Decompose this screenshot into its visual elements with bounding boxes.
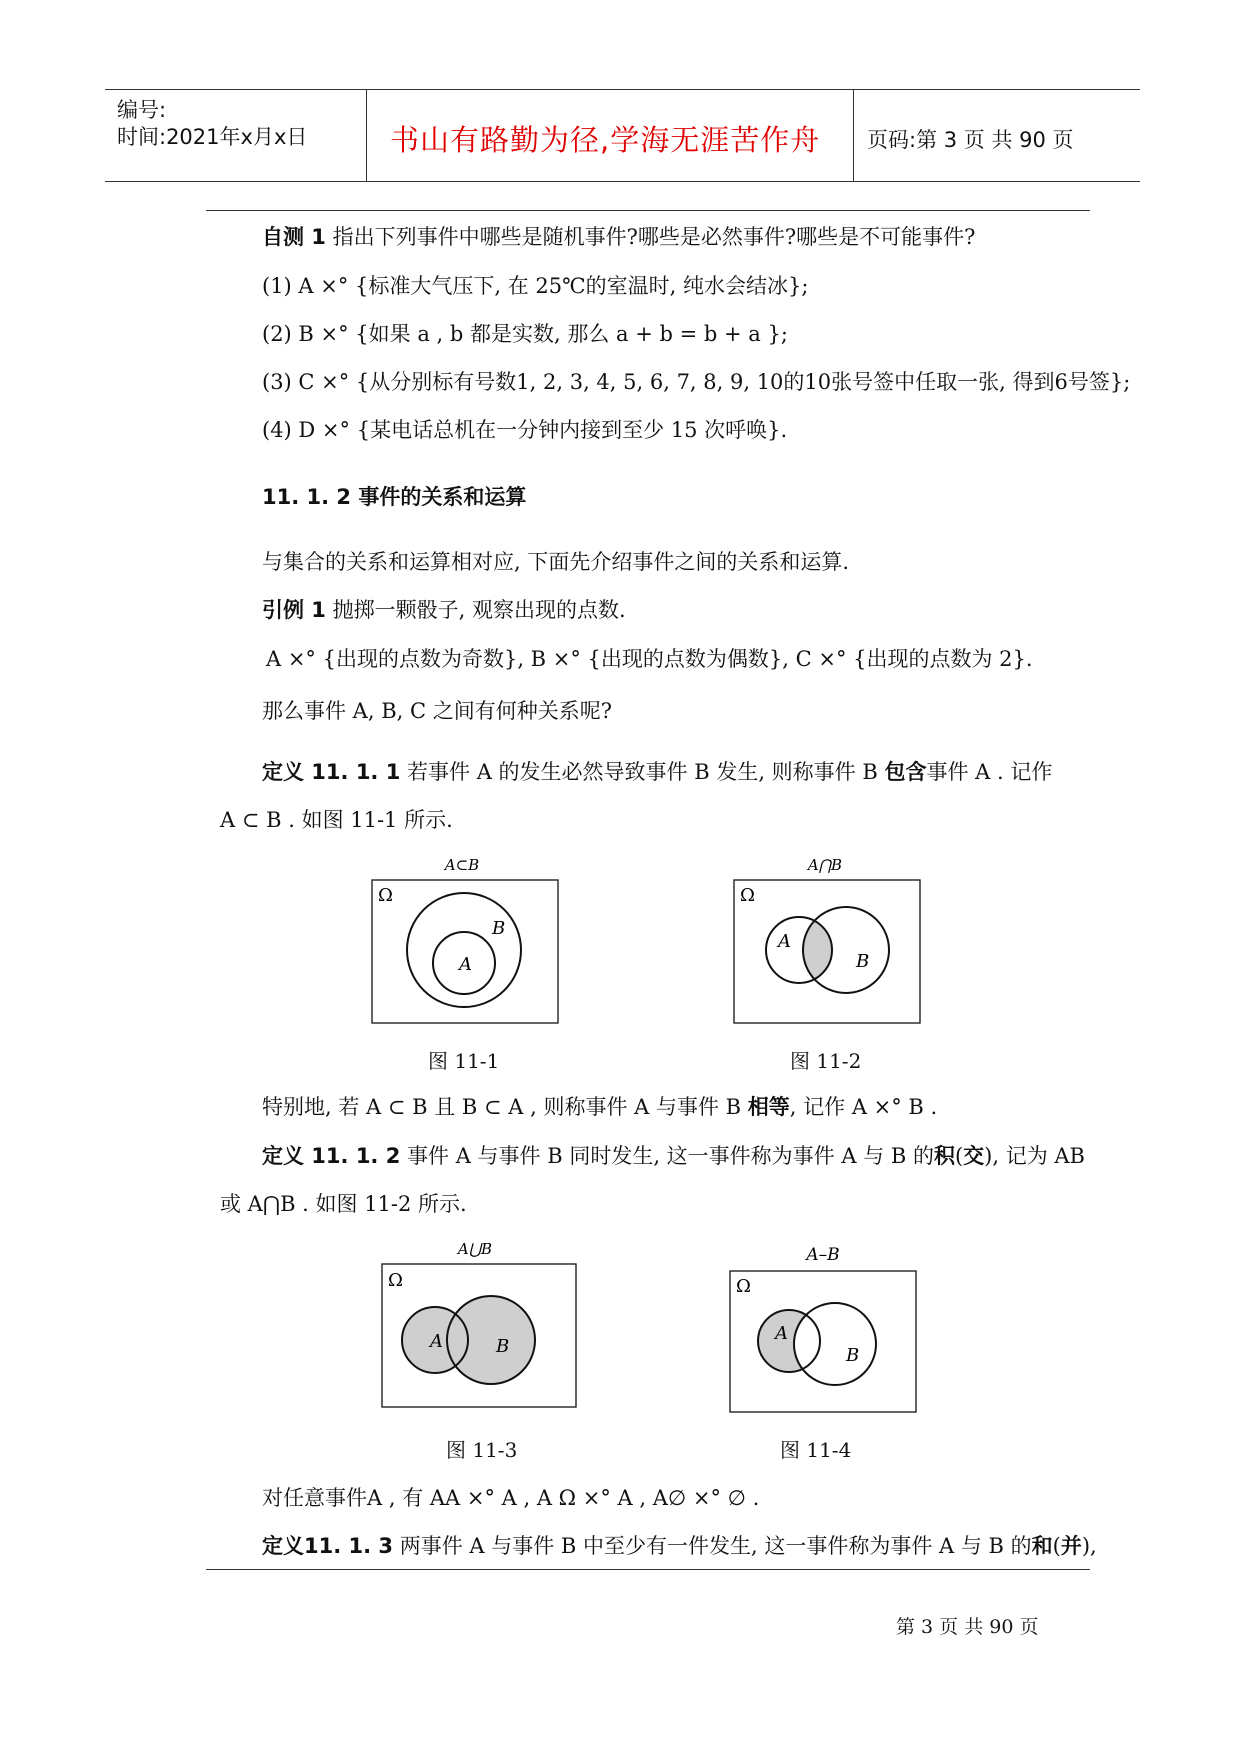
item-1: (1) A ×° {标准大气压下, 在 25℃的室温时, 纯水会结冰};: [262, 274, 809, 298]
fig2-label-b: B: [856, 951, 870, 972]
serial-label: 编号:: [117, 98, 167, 122]
equality-line: [262, 1093, 937, 1121]
self-test-line: [262, 223, 975, 251]
equal-text-a: 特别地, 若 A ⊂ B 且 B ⊂ A , 则称事件 A 与事件 B: [262, 1095, 748, 1119]
fig2-omega: Ω: [740, 885, 755, 906]
example-line: [262, 596, 626, 624]
def3-label: 定义11. 1. 3: [262, 1534, 394, 1558]
def3-text-b: (: [1052, 1534, 1061, 1558]
def3-text-c: ),: [1081, 1534, 1097, 1558]
item-3: (3) C ×° {从分别标有号数1, 2, 3, 4, 5, 6, 7, 8, 9, 10的10张号签中任取一张, 得到6号签};: [262, 370, 1131, 394]
question-line: 那么事件 A, B, C 之间有何种关系呢?: [262, 699, 612, 723]
fig3-omega: Ω: [388, 1270, 403, 1291]
equal-text-b: , 记作 A ×° B .: [789, 1095, 938, 1119]
fig3-label-b: B: [496, 1336, 510, 1357]
item-2: (2) B ×° {如果 a , b 都是实数, 那么 a + b = b + a };: [262, 322, 788, 346]
fig1-omega: Ω: [378, 885, 393, 906]
section-title: 11. 1. 2 事件的关系和运算: [262, 485, 527, 509]
content-top-rule: [206, 210, 1090, 211]
def3-text-a: 两事件 A 与事件 B 中至少有一件发生, 这一事件称为事件 A 与 B 的: [393, 1534, 1032, 1558]
definition-3: [262, 1532, 1097, 1560]
fig3-label-a: A: [430, 1331, 443, 1352]
def1-bold: 包含: [884, 760, 927, 784]
content-bottom-rule: [206, 1569, 1090, 1570]
def2-bold2: 交: [963, 1144, 985, 1168]
item-4: (4) D ×° {某电话总机在一分钟内接到至少 15 次呼唤}.: [262, 418, 788, 442]
example-text: 抛掷一颗骰子, 观察出现的点数.: [325, 598, 626, 622]
header-divider-left: [366, 89, 367, 181]
example-label: 引例 1: [262, 598, 326, 622]
fig2-title: A⋂B: [807, 856, 843, 874]
fig4-title: A–B: [806, 1245, 840, 1265]
header-top-rule: [105, 89, 1140, 90]
def2-text-b: (: [954, 1144, 964, 1168]
definition-2-cont: 或 A⋂B . 如图 11-2 所示.: [220, 1192, 467, 1216]
def2-text-a: 事件 A 与事件 B 同时发生, 这一事件称为事件 A 与 B 的: [400, 1144, 934, 1168]
def3-bold2: 并: [1060, 1534, 1082, 1558]
fig4-label-a: A: [775, 1323, 788, 1344]
fig1-label-b: B: [492, 918, 506, 939]
figure-1: [360, 850, 580, 1030]
def1-text-b: 事件 A . 记作: [926, 760, 1053, 784]
def2-label: 定义 11. 1. 2: [262, 1144, 401, 1168]
fig3-caption: 图 11-3: [446, 1438, 518, 1462]
def2-text-c: ), 记为 AB: [984, 1144, 1085, 1168]
equal-bold: 相等: [747, 1095, 790, 1119]
figure-2: [722, 850, 942, 1030]
def1-text-a: 若事件 A 的发生必然导致事件 B 发生, 则称事件 B: [400, 760, 885, 784]
fig1-omega-box: [372, 880, 558, 1023]
fig4-caption: 图 11-4: [780, 1438, 852, 1462]
intro-text: 与集合的关系和运算相对应, 下面先介绍事件之间的关系和运算.: [262, 550, 850, 574]
fig4-omega: Ω: [736, 1276, 751, 1297]
page-label: 页码:第 3 页 共 90 页: [867, 128, 1074, 152]
header-motto: 书山有路勤为径,学海无涯苦作舟: [390, 123, 821, 157]
self-test-label: 自测 1: [262, 225, 326, 249]
fig3-title: A⋃B: [457, 1240, 493, 1258]
definition-1: [262, 758, 1052, 786]
fig2-caption: 图 11-2: [790, 1049, 862, 1073]
def3-bold: 和: [1031, 1534, 1053, 1558]
header-bottom-rule: [105, 181, 1140, 182]
fig1-label-a: A: [459, 954, 472, 975]
fig1-circle-b: [407, 893, 521, 1007]
properties-line: 对任意事件A , 有 AA ×° A , A Ω ×° A , A∅ ×° ∅ .: [262, 1486, 760, 1510]
definition-2: [262, 1142, 1085, 1170]
def1-label: 定义 11. 1. 1: [262, 760, 401, 784]
figure-4: [718, 1234, 938, 1414]
def2-bold: 积: [933, 1144, 955, 1168]
figure-3: [370, 1234, 590, 1414]
time-label: 时间:2021年x月x日: [117, 125, 308, 149]
fig1-title: A⊂B: [444, 856, 480, 874]
header-divider-right: [853, 89, 854, 181]
fig1-caption: 图 11-1: [428, 1049, 500, 1073]
fig4-label-b: B: [846, 1345, 860, 1366]
self-test-text: 指出下列事件中哪些是随机事件?哪些是必然事件?哪些是不可能事件?: [325, 225, 976, 249]
definition-1-cont: A ⊂ B . 如图 11-1 所示.: [220, 808, 453, 832]
fig2-label-a: A: [778, 931, 791, 952]
events-line: A ×° {出现的点数为奇数}, B ×° {出现的点数为偶数}, C ×° {出现的点数为 2}.: [266, 647, 1033, 671]
page-footer: 第 3 页 共 90 页: [896, 1616, 1039, 1638]
